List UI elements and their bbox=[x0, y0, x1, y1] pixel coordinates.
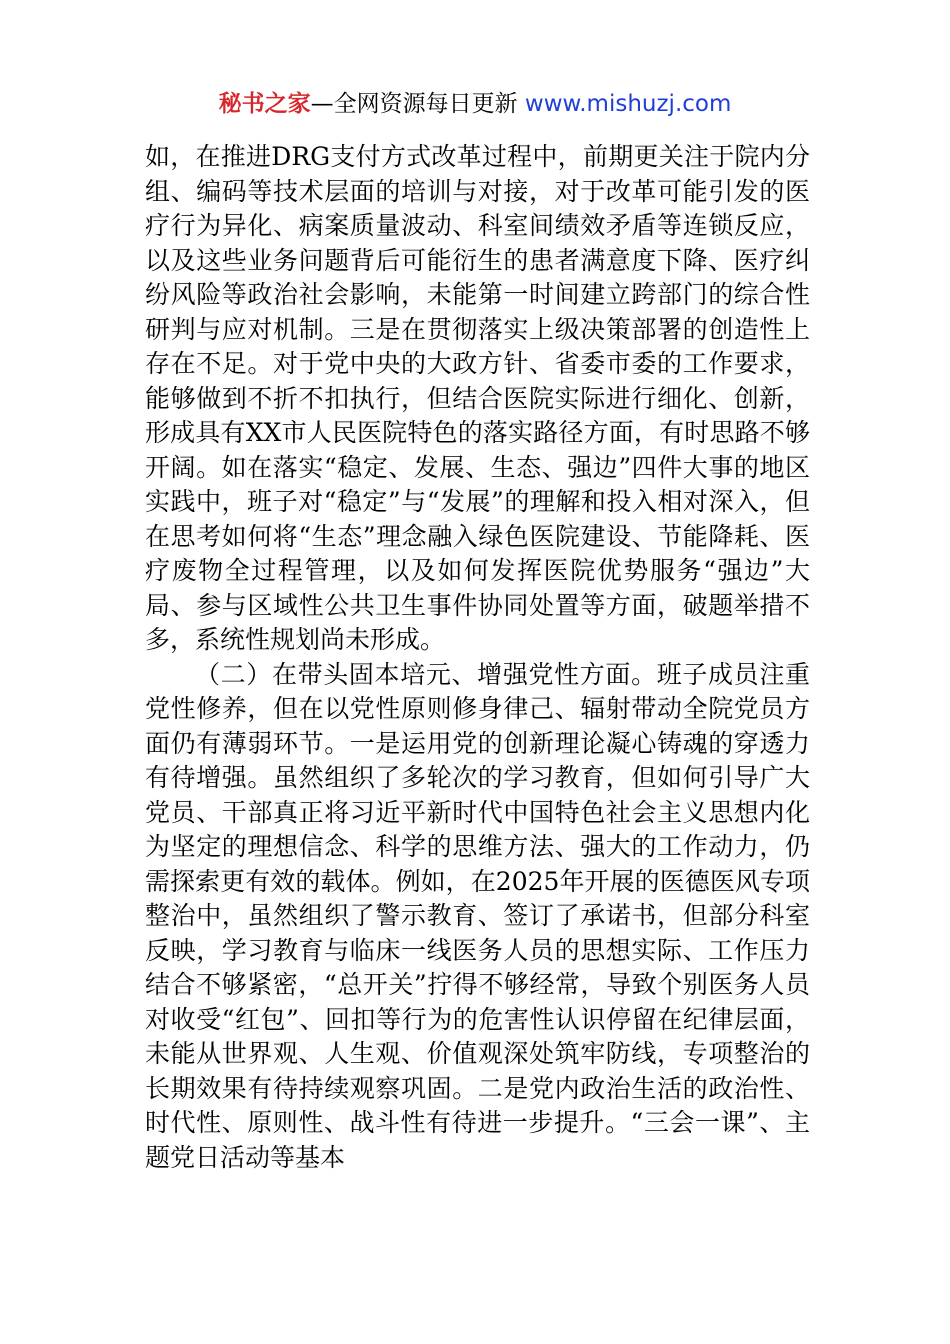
brand-name: 秘书之家 bbox=[218, 91, 311, 117]
site-url-link[interactable]: www.mishuzj.com bbox=[524, 91, 732, 117]
header-tagline: —全网资源每日更新 bbox=[310, 91, 518, 117]
site-header bbox=[0, 86, 950, 122]
paragraph-section-two: （二）在带头固本培元、增强党性方面。班子成员注重党性修养，但在以党性原则修身律己、辐射带动全院党员方面仍有薄弱环节。一是运用党的创新理论凝心铸魂的穿透力有待增强。虽然组织了多轮次的学习教育，但如何引导广大党员、干部真正将习近平新时代中国特色社会主义思想内化为坚定的理想信念、科学的思维方法、强大的工作动力，仍需探索更有效的载体。例如，在2025年开展的医德医风专项整治中，虽然组织了警示教育、签订了承诺书，但部分科室反映，学习教育与临床一线医务人员的思想实际、工作压力结合不够紧密，“总开关”拧得不够经常，导致个别医务人员对收受“红包”、回扣等行为的危害性认识停留在纪律层面，未能从世界观、人生观、价值观深处筑牢防线，专项整治的长期效果有待持续观察巩固。二是党内政治生活的政治性、时代性、原则性、战斗性有待进一步提升。“三会一课”、主题党日活动等基本 bbox=[145, 659, 810, 1172]
document-body bbox=[145, 140, 810, 1175]
paragraph-continuation: 如，在推进DRG支付方式改革过程中，前期更关注于院内分组、编码等技术层面的培训与对接，对于改革可能引发的医疗行为异化、病案质量波动、科室间绩效矛盾等连锁反应，以及这些业务问题背后可能衍生的患者满意度下降、医疗纠纷风险等政治社会影响，未能第一时间建立跨部门的综合性研判与应对机制。三是在贯彻落实上级决策部署的创造性上存在不足。对于党中央的大政方针、省委市委的工作要求，能够做到不折不扣执行，但结合医院实际进行细化、创新，形成具有XX市人民医院特色的落实路径方面，有时思路不够开阔。如在落实“稳定、发展、生态、强边”四件大事的地区实践中，班子对“稳定”与“发展”的理解和投入相对深入，但在思考如何将“生态”理念融入绿色医院建设、节能降耗、医疗废物全过程管理，以及如何发挥医院优势服务“强边”大局、参与区域性公共卫生事件协同处置等方面，破题举措不多，系统性规划尚未形成。 bbox=[145, 142, 810, 654]
